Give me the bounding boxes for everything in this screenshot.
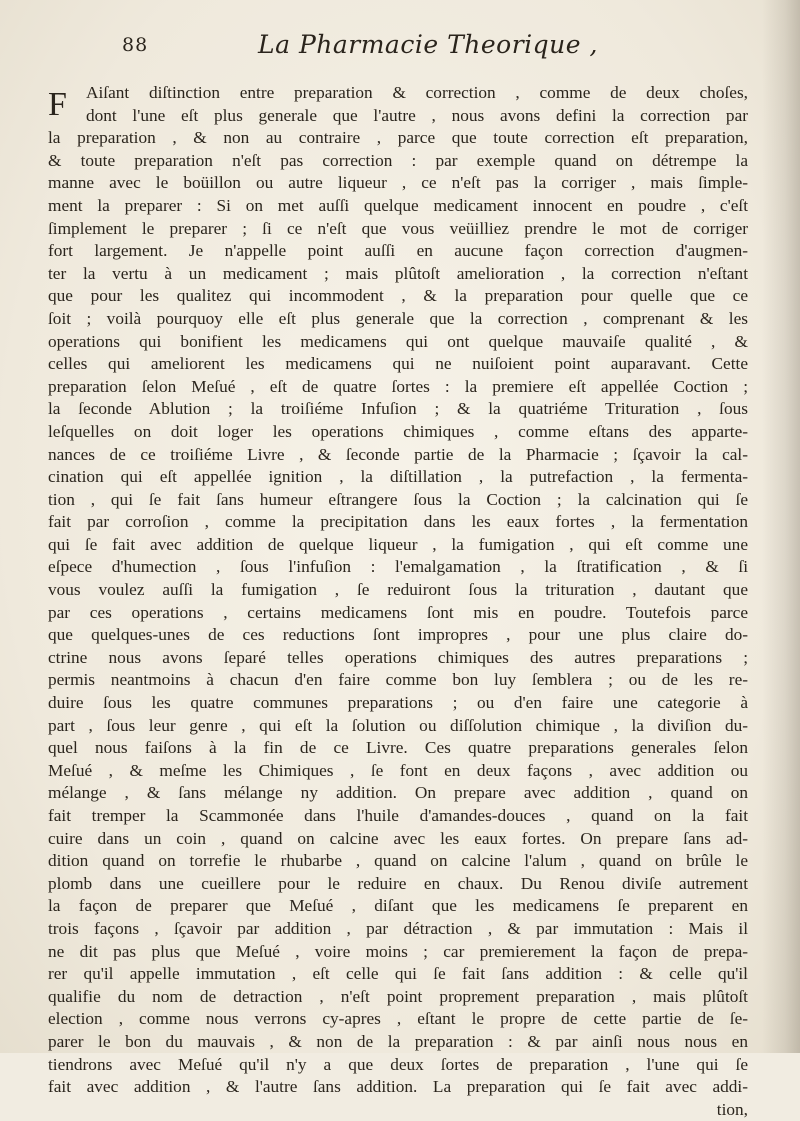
- text-line: quel nous faiſons à la fin de ce Livre. Ces quatre preparations generales ſelon: [48, 738, 748, 758]
- text-line: la preparation , & non au contraire , parce que toute correction eſt preparation,: [48, 128, 748, 148]
- body-top-spacer: [48, 42, 748, 82]
- text-line: part , ſous leur genre , qui eſt la ſolution ou diſſolution chimique , la diviſion du-: [48, 715, 748, 735]
- text-line: par ces operations , certains medicamens ſont mis en poudre. Toutefois parce: [48, 602, 748, 622]
- text-line: operations qui bonifient les medicamens qui ont quelque mauvaiſe qualité , &: [48, 331, 748, 351]
- text-line: la ſeconde Ablution ; la troiſiéme Infuſion ; & la quatriéme Trituration , ſous: [48, 399, 748, 419]
- text-line: ſimplement le preparer ; ſi ce n'eſt que vous veüilliez prendre le mot de corriger: [48, 218, 748, 238]
- text-line: Meſué , & meſme les Chimiques , ſe font en deux façons , avec addition ou: [48, 760, 748, 780]
- text-line: rer qu'il appelle immutation , eſt celle qui ſe fait ſans addition : & celle qu'il: [48, 964, 748, 984]
- text-line: celles qui ameliorent les medicamens qui ne nuiſoient point auparavant. Cette: [48, 354, 748, 374]
- text-line: tion , qui ſe fait ſans humeur eſtrangere ſous la Coction ; la calcination qui ſe: [48, 489, 748, 509]
- catchword: tion,: [716, 1099, 748, 1119]
- text-line: manne avec le boüillon ou autre liqueur , ce n'eſt pas la corriger , mais ſimple-: [48, 173, 748, 193]
- body-text: [48, 42, 748, 1121]
- text-line: vous voulez auſſi la fumigation , ſe reduiront ſous la trituration , dautant que: [48, 580, 748, 600]
- running-title: La Pharmacie Theorique ,: [258, 30, 598, 59]
- text-line: que quelques-unes de ces reductions ſont impropres , pour une plus claire do-: [48, 625, 748, 645]
- text-line: fait par corroſion , comme la precipitation dans les eaux fortes , la fermentation: [48, 512, 748, 532]
- text-line: mélange , & ſans mélange ny addition. On prepare avec addition , quand on: [48, 783, 748, 803]
- text-line: cuire dans un coin , quand on calcine avec les eaux fortes. On prepare ſans ad-: [48, 828, 748, 848]
- text-line: qualifie du nom de detraction , n'eſt point proprement preparation , mais plûtoſt: [48, 986, 748, 1006]
- text-line: preparation ſelon Meſué , eſt de quatre ſortes : la premiere eſt appellée Coction ;: [48, 376, 748, 396]
- text-line: Aiſant diſtinction entre preparation & correction , comme de deux choſes,: [86, 83, 748, 102]
- text-line: qui ſe fait avec addition de quelque liqueur , la fumigation , qui eſt comme une: [48, 534, 748, 554]
- text-line: eſpece d'humection , ſous l'infuſion : l'emalgamation , la ſtratification , & ſi: [48, 557, 748, 577]
- text-line: duire ſous les quatre communes preparations ; ou d'en faire une categorie à: [48, 693, 748, 713]
- text-line: fait avec addition , & l'autre ſans addition. La preparation qui ſe fait avec addi-: [48, 1077, 748, 1097]
- text-line: fait tremper la Scammonée dans l'huile d'amandes-douces , quand on la fait: [48, 806, 748, 825]
- text-line: tiendrons avec Meſué qu'il n'y a que deux ſortes de preparation , l'une qui ſe: [48, 1054, 748, 1074]
- text-line: parer le bon du mauvais , & non de la preparation : & par ainſi nous nous en: [48, 1031, 748, 1051]
- text-line: la façon de preparer que Meſué , diſant que les medicamens ſe preparent en: [48, 896, 748, 916]
- text-line: dition quand on torrefie le rhubarbe , quand on calcine l'alum , quand on brûle le: [48, 851, 748, 871]
- page-number: 88: [122, 34, 149, 56]
- text-line: trois façons , ſçavoir par addition , par détraction , & par immutation : Mais il: [48, 918, 748, 938]
- text-line: plomb dans une cueillere pour le reduire en chaux. Du Renou diviſe autrement: [48, 873, 748, 893]
- text-line: ter la vertu à un medicament ; mais plûtoſt amelioration , la correction n'eſtant: [48, 263, 748, 283]
- text-line: nances de ce troiſiéme Livre , & ſeconde partie de la Pharmacie ; ſçavoir la cal-: [48, 444, 748, 464]
- text-line: leſquelles on doit loger les operations chimiques , comme eſtans des apparte-: [48, 421, 748, 441]
- text-line: cination qui eſt appellée ignition , la diſtillation , la putrefaction , la fermenta-: [48, 467, 748, 487]
- text-line: que pour les qualitez qui incommodent , & la preparation pour quelle que ce: [48, 286, 748, 306]
- text-line: fort largement. Je n'appelle point auſſi en aucune façon correction d'augmen-: [48, 241, 748, 261]
- text-line: ment la preparer : Si on met auſſi quelque medicament innocent en poudre , c'eſt: [48, 195, 748, 215]
- text-line: ne dit pas plus que Meſué , voire moins ; car premierement la façon de prepa-: [48, 941, 748, 961]
- drop-cap: F: [48, 86, 67, 123]
- text-line: permis neantmoins à chacun d'en faire comme bon luy ſemblera ; ou de les re-: [48, 670, 748, 690]
- text-line: election , comme nous verrons cy-apres , eſtant le propre de cette partie de ſe-: [48, 1009, 748, 1029]
- text-line: & toute preparation n'eſt pas correction : par exemple quand on détrempe la: [48, 150, 748, 170]
- text-line: ſoit ; voilà pourquoy elle eſt plus generale que la correction , comprenant & les: [48, 308, 748, 328]
- page-spine-shadow: [762, 0, 800, 1053]
- text-line: dont l'une eſt plus generale que l'autre , nous avons defini la correction par: [86, 105, 748, 125]
- text-line: ctrine nous avons ſeparé telles operations chimiques des autres preparations ;: [48, 647, 748, 667]
